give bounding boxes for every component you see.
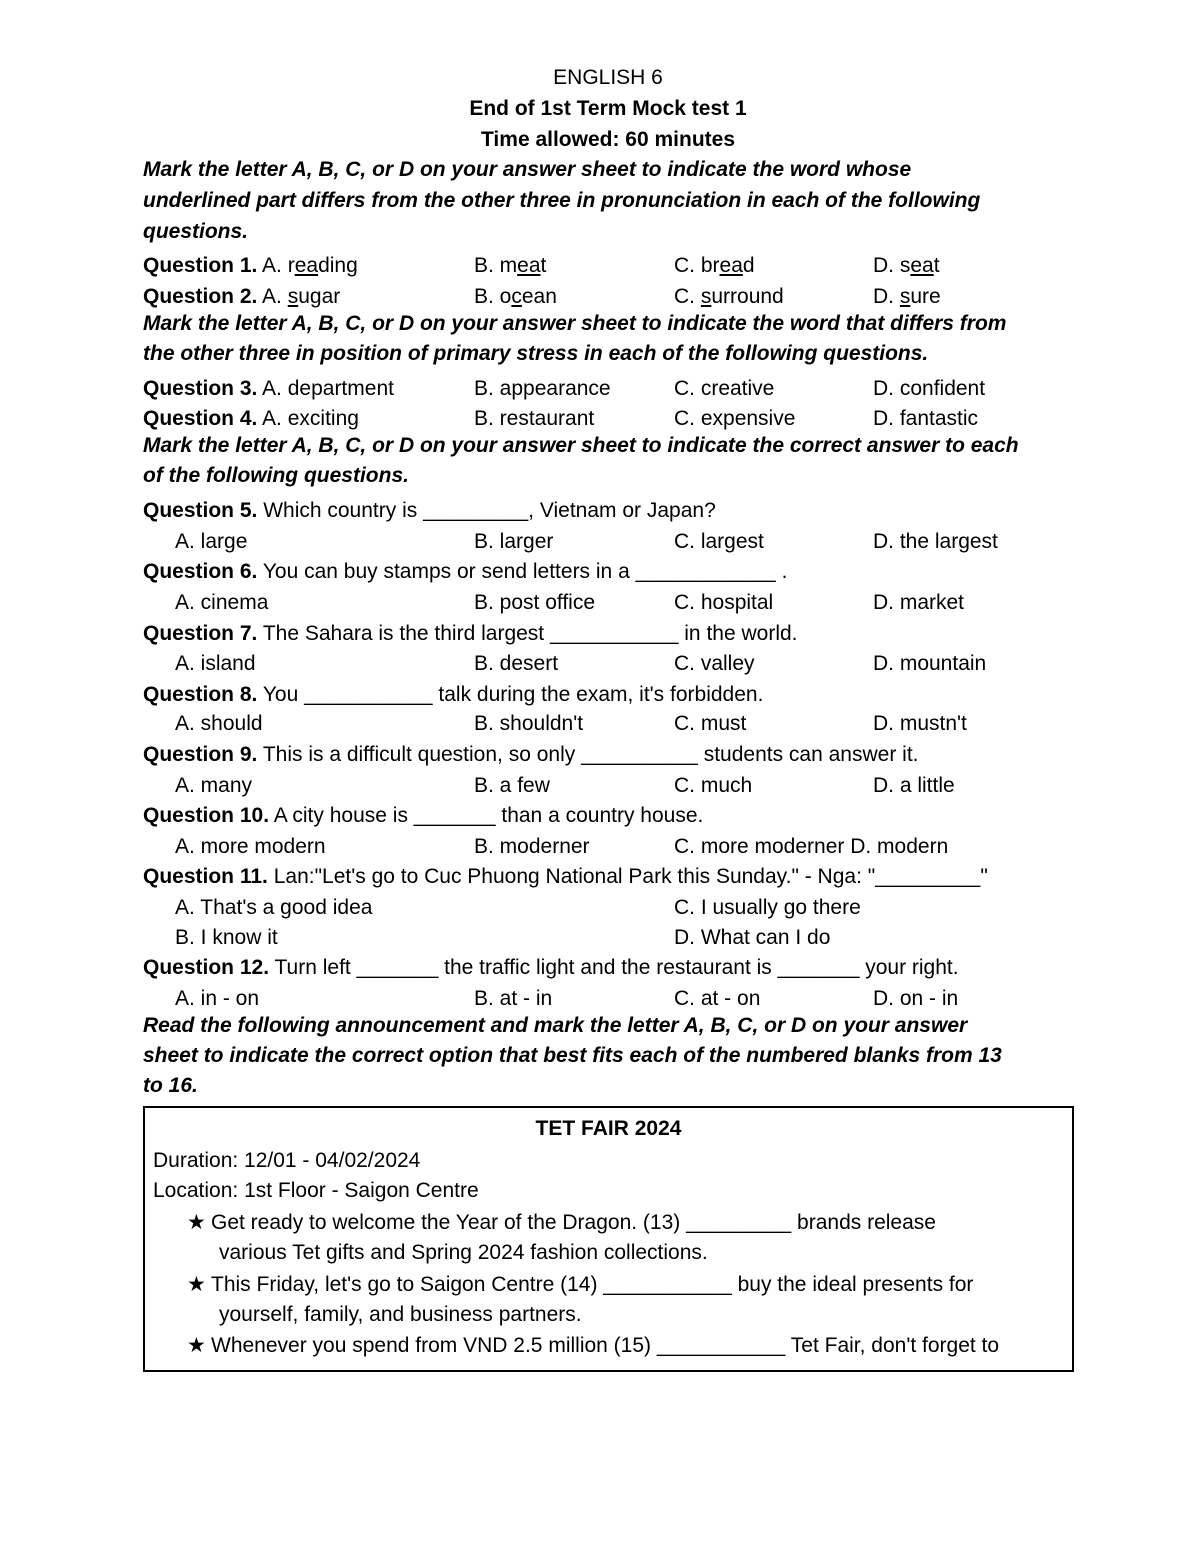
question-label: Question 4.	[143, 407, 258, 430]
question-5-options	[143, 527, 1103, 557]
question-4	[143, 404, 1103, 434]
option-b: B. I know it	[175, 926, 278, 949]
question-text: The Sahara is the third largest ___________ in the world.	[257, 622, 798, 645]
option-a: A. in - on	[175, 987, 260, 1010]
question-7-options	[143, 649, 1103, 679]
underlined-part: s	[899, 285, 911, 308]
option-a: A. That's a good idea	[175, 896, 373, 919]
underlined-part: c	[511, 285, 522, 308]
section3-instruction-line1: Mark the letter A, B, C, or D on your answer sheet to indicate the correct answer to each	[143, 434, 1019, 457]
option-a: A. cinema	[175, 591, 269, 614]
option-d: D. the largest	[873, 530, 998, 553]
option-b-text-end: ean	[521, 285, 557, 308]
question-9	[143, 740, 1103, 770]
question-8-options	[143, 709, 1103, 739]
option-a: A. many	[175, 774, 253, 797]
option-a-text-end: ding	[318, 254, 358, 277]
question-10	[143, 801, 1103, 831]
question-text: Which country is _________, Vietnam or Japan?	[257, 499, 716, 522]
question-label: Question 12.	[143, 956, 270, 979]
question-text: You can buy stamps or send letters in a ____________ .	[257, 560, 788, 583]
option-b: B. appearance	[474, 377, 611, 400]
underlined-part: s	[287, 285, 299, 308]
option-b: B. larger	[474, 530, 554, 553]
announcement-box	[143, 1106, 1074, 1372]
announcement-item3-line1: Whenever you spend from VND 2.5 million (15) ___________ Tet Fair, don't forget to	[211, 1334, 1000, 1357]
option-c: C. must	[674, 712, 747, 735]
question-label: Question 8.	[143, 683, 258, 706]
option-d: D. a little	[873, 774, 955, 797]
question-6-options	[143, 588, 1103, 618]
time-allowed: Time allowed: 60 minutes	[480, 128, 736, 151]
option-c: C. largest	[674, 530, 764, 553]
option-a-text: A. r	[262, 254, 295, 277]
option-d: D. confident	[873, 377, 986, 400]
question-9-options	[143, 771, 1103, 801]
option-d-text: D. s	[873, 254, 911, 277]
question-text: Turn left _______ the traffic light and the restaurant is _______ your right.	[269, 956, 959, 979]
star-icon: ★	[187, 1273, 206, 1296]
section1-instruction-line1: Mark the letter A, B, C, or D on your answer sheet to indicate the word whose	[143, 158, 912, 181]
option-b: B. post office	[474, 591, 596, 614]
option-c-and-d: C. more moderner D. modern	[674, 835, 949, 858]
option-c: C. expensive	[674, 407, 796, 430]
announcement-location: Location: 1st Floor - Saigon Centre	[153, 1179, 479, 1202]
option-a: A. exciting	[262, 407, 359, 430]
option-d: D. fantastic	[873, 407, 979, 430]
option-d: D. market	[873, 591, 965, 614]
option-a: A. department	[262, 377, 394, 400]
option-c: C. creative	[674, 377, 775, 400]
announcement-item2-line1: This Friday, let's go to Saigon Centre (14) ___________ buy the ideal presents for	[211, 1273, 974, 1296]
question-5	[143, 496, 1103, 526]
announcement-item1-line2: various Tet gifts and Spring 2024 fashion collections.	[219, 1241, 708, 1264]
option-b-text-end: t	[540, 254, 547, 277]
option-b: B. moderner	[474, 835, 590, 858]
section2-instruction-line1: Mark the letter A, B, C, or D on your answer sheet to indicate the word that differs from	[143, 312, 1007, 335]
question-text: You ___________ talk during the exam, it's forbidden.	[257, 683, 764, 706]
question-3	[143, 374, 1103, 404]
question-10-options	[143, 832, 1103, 862]
option-b: B. a few	[474, 774, 550, 797]
test-name: End of 1st Term Mock test 1	[469, 97, 747, 120]
option-c: C. I usually go there	[674, 896, 861, 919]
option-d: D. mountain	[873, 652, 987, 675]
option-d-text-end: t	[933, 254, 940, 277]
question-6	[143, 557, 1103, 587]
question-label: Question 3.	[143, 377, 258, 400]
question-label: Question 10.	[143, 804, 270, 827]
underlined-part: s	[700, 285, 712, 308]
question-7	[143, 619, 1103, 649]
option-d-text: D.	[873, 285, 900, 308]
underlined-part: ea	[719, 254, 743, 277]
option-b: B. at - in	[474, 987, 553, 1010]
question-12	[143, 953, 1103, 983]
subject-title: ENGLISH 6	[553, 66, 663, 89]
option-b-text: B. m	[474, 254, 518, 277]
option-a-text-end: ugar	[298, 285, 341, 308]
section4-instruction-line1: Read the following announcement and mark the letter A, B, C, or D on your answer	[143, 1014, 968, 1037]
question-8	[143, 680, 1103, 710]
option-c: C. hospital	[674, 591, 774, 614]
announcement-title: TET FAIR 2024	[535, 1117, 682, 1140]
question-text: Lan:"Let's go to Cuc Phuong National Park this Sunday." - Nga: "_________"	[267, 865, 988, 888]
option-a: A. more modern	[175, 835, 326, 858]
option-b: B. desert	[474, 652, 559, 675]
star-icon: ★	[187, 1334, 206, 1357]
question-label: Question 5.	[143, 499, 258, 522]
section2-instruction-line2: the other three in position of primary stress in each of the following questions.	[143, 342, 929, 365]
question-11-options-row1	[143, 893, 1103, 923]
announcement-item1-line1: Get ready to welcome the Year of the Dragon. (13) _________ brands release	[211, 1211, 936, 1234]
option-c: C. much	[674, 774, 753, 797]
question-label: Question 2.	[143, 285, 258, 308]
section4-instruction-line2: sheet to indicate the correct option that best fits each of the numbered blanks from 13	[143, 1044, 1002, 1067]
question-label: Question 7.	[143, 622, 258, 645]
option-a: A. large	[175, 530, 248, 553]
question-text: A city house is _______ than a country house.	[269, 804, 704, 827]
option-c: C. at - on	[674, 987, 761, 1010]
question-label: Question 11.	[143, 865, 268, 888]
announcement-duration: Duration: 12/01 - 04/02/2024	[153, 1149, 421, 1172]
section4-instruction-line3: to 16.	[143, 1074, 198, 1097]
question-12-options	[143, 984, 1103, 1014]
underlined-part: ea	[517, 254, 541, 277]
option-a: A. should	[175, 712, 263, 735]
question-11-options-row2	[143, 923, 1103, 953]
option-d-text-end: ure	[910, 285, 941, 308]
option-b: B. restaurant	[474, 407, 595, 430]
option-c-text: C. br	[674, 254, 720, 277]
option-c-text-end: d	[742, 254, 755, 277]
question-11	[143, 862, 1103, 892]
underlined-part: ea	[294, 254, 319, 277]
option-b: B. shouldn't	[474, 712, 584, 735]
option-d: D. What can I do	[674, 926, 831, 949]
star-icon: ★	[187, 1211, 206, 1234]
section3-instruction-line2: of the following questions.	[143, 464, 409, 487]
option-c-text: C.	[674, 285, 701, 308]
question-2	[143, 282, 1103, 312]
question-label: Question 1.	[143, 254, 258, 277]
question-label: Question 6.	[143, 560, 258, 583]
option-c: C. valley	[674, 652, 755, 675]
option-b-text: B. o	[474, 285, 512, 308]
question-text: This is a difficult question, so only __________ students can answer it.	[257, 743, 919, 766]
question-1	[143, 251, 1103, 281]
option-c-text-end: urround	[711, 285, 784, 308]
section1-instruction-line2: underlined part differs from the other three in pronunciation in each of the following	[143, 189, 981, 212]
option-a: A. island	[175, 652, 256, 675]
question-label: Question 9.	[143, 743, 258, 766]
announcement-item2-line2: yourself, family, and business partners.	[219, 1303, 582, 1326]
option-d: D. on - in	[873, 987, 959, 1010]
section1-instruction-line3: questions.	[143, 220, 249, 243]
option-a-text: A.	[262, 285, 288, 308]
underlined-part: ea	[910, 254, 934, 277]
option-d: D. mustn't	[873, 712, 967, 735]
